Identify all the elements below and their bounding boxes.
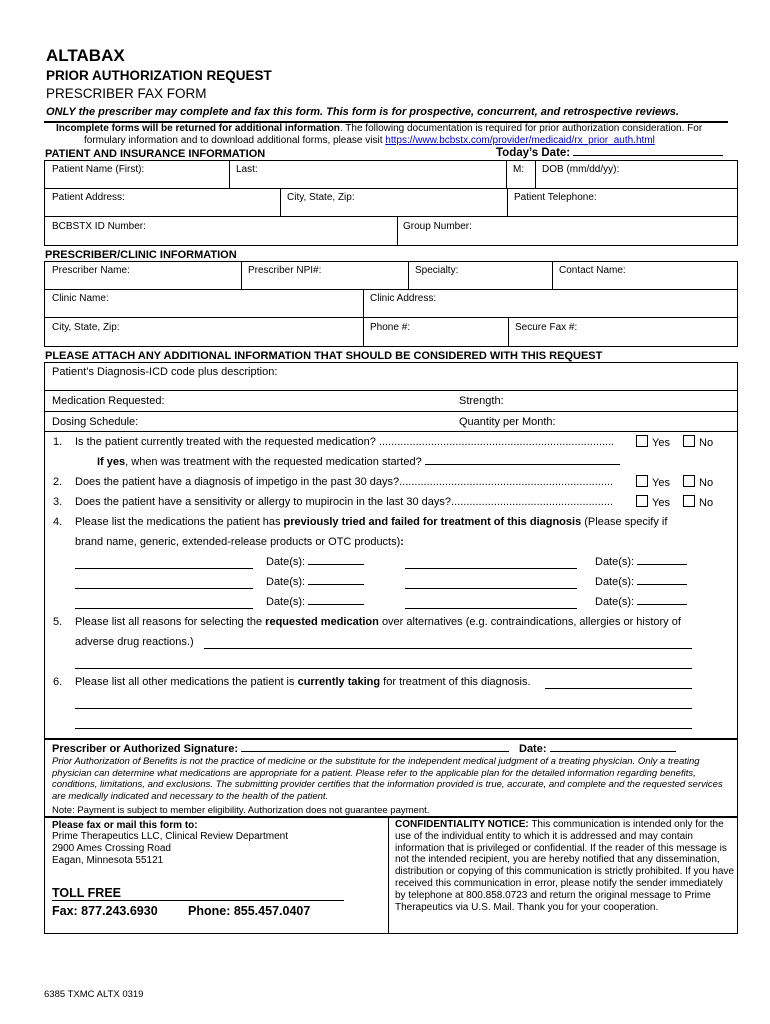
mail-heading: Please fax or mail this form to: <box>52 820 198 831</box>
toll-free-label: TOLL FREE <box>52 886 121 900</box>
q6-answer-line-1[interactable] <box>545 688 692 689</box>
payment-note: Note: Payment is subject to member eligibility. Authorization does not guarantee payment. <box>52 805 430 816</box>
q4-med-3-left[interactable] <box>75 608 253 609</box>
secure-fax-field[interactable]: Secure Fax #: <box>515 322 578 333</box>
clinic-name-field[interactable]: Clinic Name: <box>52 293 109 304</box>
q6-answer-line-3[interactable] <box>75 728 692 729</box>
diagnosis-field[interactable]: Patient’s Diagnosis-ICD code plus description: <box>52 366 278 378</box>
q1-yes-checkbox[interactable] <box>636 435 648 447</box>
q3-text: Does the patient have a sensitivity or allergy to mupirocin in the last 30 days?..................................................... <box>75 496 614 508</box>
q1-followup: If yes, when was treatment with the requested medication started? <box>97 456 620 468</box>
mail-line-1: Prime Therapeutics LLC, Clinical Review Department <box>52 831 289 842</box>
group-number-field[interactable]: Group Number: <box>403 221 472 232</box>
q4-number: 4. <box>53 516 63 528</box>
patient-section-title: PATIENT AND INSURANCE INFORMATION <box>45 148 266 160</box>
prescriber-section-title: PRESCRIBER/CLINIC INFORMATION <box>45 249 237 261</box>
mail-line-2: 2900 Ames Crossing Road <box>52 843 171 854</box>
confidentiality-notice: CONFIDENTIALITY NOTICE: This communication is intended only for the use of the individual entity to which it is addressed and may contain information that is privileged or confidential. If the reader of this message is not the intended recipient, you are hereby notified that any dissemination, distribution or copying of this communication is strictly prohibited. If you have received this communication in error, please notify the sender immediately by telephone at 800.858.0723 and return the original message to Prime Therapeutics via U.S. Mail. Thank you for your cooperation. <box>395 819 735 913</box>
form-code: 6385 TXMC ALTX 0319 <box>44 989 144 1000</box>
patient-info-box <box>44 160 738 246</box>
attach-info-title: PLEASE ATTACH ANY ADDITIONAL INFORMATION THAT SHOULD BE CONSIDERED WITH THIS REQUEST <box>45 350 603 362</box>
bcbstx-id-field[interactable]: BCBSTX ID Number: <box>52 221 146 232</box>
q2-text: Does the patient have a diagnosis of impetigo in the past 30 days?...................................................................... <box>75 476 614 488</box>
q4-dates-2-left: Date(s): <box>266 576 364 588</box>
signature-field[interactable]: Prescriber or Authorized Signature: <box>52 743 509 755</box>
q5-text: Please list all reasons for selecting the requested medication over alternatives (e.g. contraindications, allergies or history of <box>75 616 681 628</box>
q3-number: 3. <box>53 496 63 508</box>
patient-dob-field[interactable]: DOB (mm/dd/yy): <box>542 164 620 175</box>
q4-med-2-right[interactable] <box>405 588 577 589</box>
q4-text: Please list the medications the patient has previously tried and failed for treatment of this diagnosis (Please specify if <box>75 516 668 528</box>
q4-text-line2: brand name, generic, extended-release products or OTC products): <box>75 536 404 548</box>
q4-dates-3-left: Date(s): <box>266 596 364 608</box>
q4-dates-1-right: Date(s): <box>595 556 687 568</box>
clinic-city-field[interactable]: City, State, Zip: <box>52 322 120 333</box>
contact-name-field[interactable]: Contact Name: <box>559 265 626 276</box>
medication-requested-field[interactable]: Medication Requested: <box>52 395 165 407</box>
q3-options: Yes No <box>634 495 713 509</box>
form-title: PRIOR AUTHORIZATION REQUEST <box>46 68 272 83</box>
q2-yes-checkbox[interactable] <box>636 475 648 487</box>
quantity-per-month-field[interactable]: Quantity per Month: <box>459 416 556 428</box>
patient-mi-field[interactable]: M: <box>513 164 525 175</box>
clinic-phone-field[interactable]: Phone #: <box>370 322 411 333</box>
q1-options: Yes No <box>634 435 713 449</box>
prescriber-info-box <box>44 261 738 347</box>
clinic-address-field[interactable]: Clinic Address: <box>370 293 437 304</box>
formulary-notice: formulary information and to download additional forms, please visit https://www.bcbstx.com/provider/medicaid/rx_prior_auth.html <box>84 135 655 146</box>
q1-no-checkbox[interactable] <box>683 435 695 447</box>
fax-number: Fax: 877.243.6930 <box>52 904 158 918</box>
q4-dates-1-left: Date(s): <box>266 556 364 568</box>
patient-telephone-field[interactable]: Patient Telephone: <box>514 192 597 203</box>
q6-answer-line-2[interactable] <box>75 708 692 709</box>
q1-text: Is the patient currently treated with the requested medication? ............................................................................. <box>75 436 615 448</box>
q2-no-checkbox[interactable] <box>683 475 695 487</box>
q3-no-checkbox[interactable] <box>683 495 695 507</box>
prescriber-notice: ONLY the prescriber may complete and fax this form. This form is for prospective, concurrent, and retrospective reviews. <box>46 106 679 118</box>
q5-answer-line-2[interactable] <box>75 668 692 669</box>
q5-answer-line-1[interactable] <box>204 648 692 649</box>
q1-number: 1. <box>53 436 63 448</box>
prescriber-name-field[interactable]: Prescriber Name: <box>52 265 130 276</box>
q4-med-1-right[interactable] <box>405 568 577 569</box>
signature-date-field[interactable]: Date: <box>519 743 676 755</box>
q6-text: Please list all other medications the patient is currently taking for treatment of this diagnosis. <box>75 676 531 688</box>
q5-number: 5. <box>53 616 63 628</box>
incomplete-notice: Incomplete forms will be returned for additional information. The following documentation is required for prior authorization consideration. For <box>56 123 703 134</box>
patient-last-name-field[interactable]: Last: <box>236 164 258 175</box>
q3-yes-checkbox[interactable] <box>636 495 648 507</box>
q1-start-date-field[interactable] <box>425 464 620 465</box>
mail-line-3: Eagan, Minnesota 55121 <box>52 855 164 866</box>
patient-address-field[interactable]: Patient Address: <box>52 192 125 203</box>
phone-number: Phone: 855.457.0407 <box>188 904 311 918</box>
patient-first-name-field[interactable]: Patient Name (First): <box>52 164 145 175</box>
todays-date-label: Today’s Date: <box>496 147 723 159</box>
q2-options: Yes No <box>634 475 713 489</box>
prescriber-npi-field[interactable]: Prescriber NPI#: <box>248 265 322 276</box>
dosing-schedule-field[interactable]: Dosing Schedule: <box>52 416 139 428</box>
specialty-field[interactable]: Specialty: <box>415 265 459 276</box>
q4-dates-2-right: Date(s): <box>595 576 687 588</box>
strength-field[interactable]: Strength: <box>459 395 504 407</box>
q6-number: 6. <box>53 676 63 688</box>
q4-med-1-left[interactable] <box>75 568 253 569</box>
q2-number: 2. <box>53 476 63 488</box>
q4-med-3-right[interactable] <box>405 608 577 609</box>
prior-auth-link[interactable]: https://www.bcbstx.com/provider/medicaid/rx_prior_auth.html <box>385 135 655 146</box>
q4-med-2-left[interactable] <box>75 588 253 589</box>
form-subtitle: PRESCRIBER FAX FORM <box>46 86 207 101</box>
q4-dates-3-right: Date(s): <box>595 596 687 608</box>
prior-auth-disclaimer: Prior Authorization of Benefits is not the practice of medicine or the substitute for the independent medical judgment of a treating physician. Only a treating physician can determine what medications are appropriate for a patient. Please refer to the applicable plan for the detailed information regarding benefits, conditions, limitations, and exclusions. The submitting provider certifies that the information provided is true, accurate, and complete and the requested services are medically indicated and necessary to the health of the patient. <box>52 756 723 802</box>
patient-city-field[interactable]: City, State, Zip: <box>287 192 355 203</box>
q5-text-line2: adverse drug reactions.) <box>75 636 194 648</box>
brand-name: ALTABAX <box>46 46 125 65</box>
